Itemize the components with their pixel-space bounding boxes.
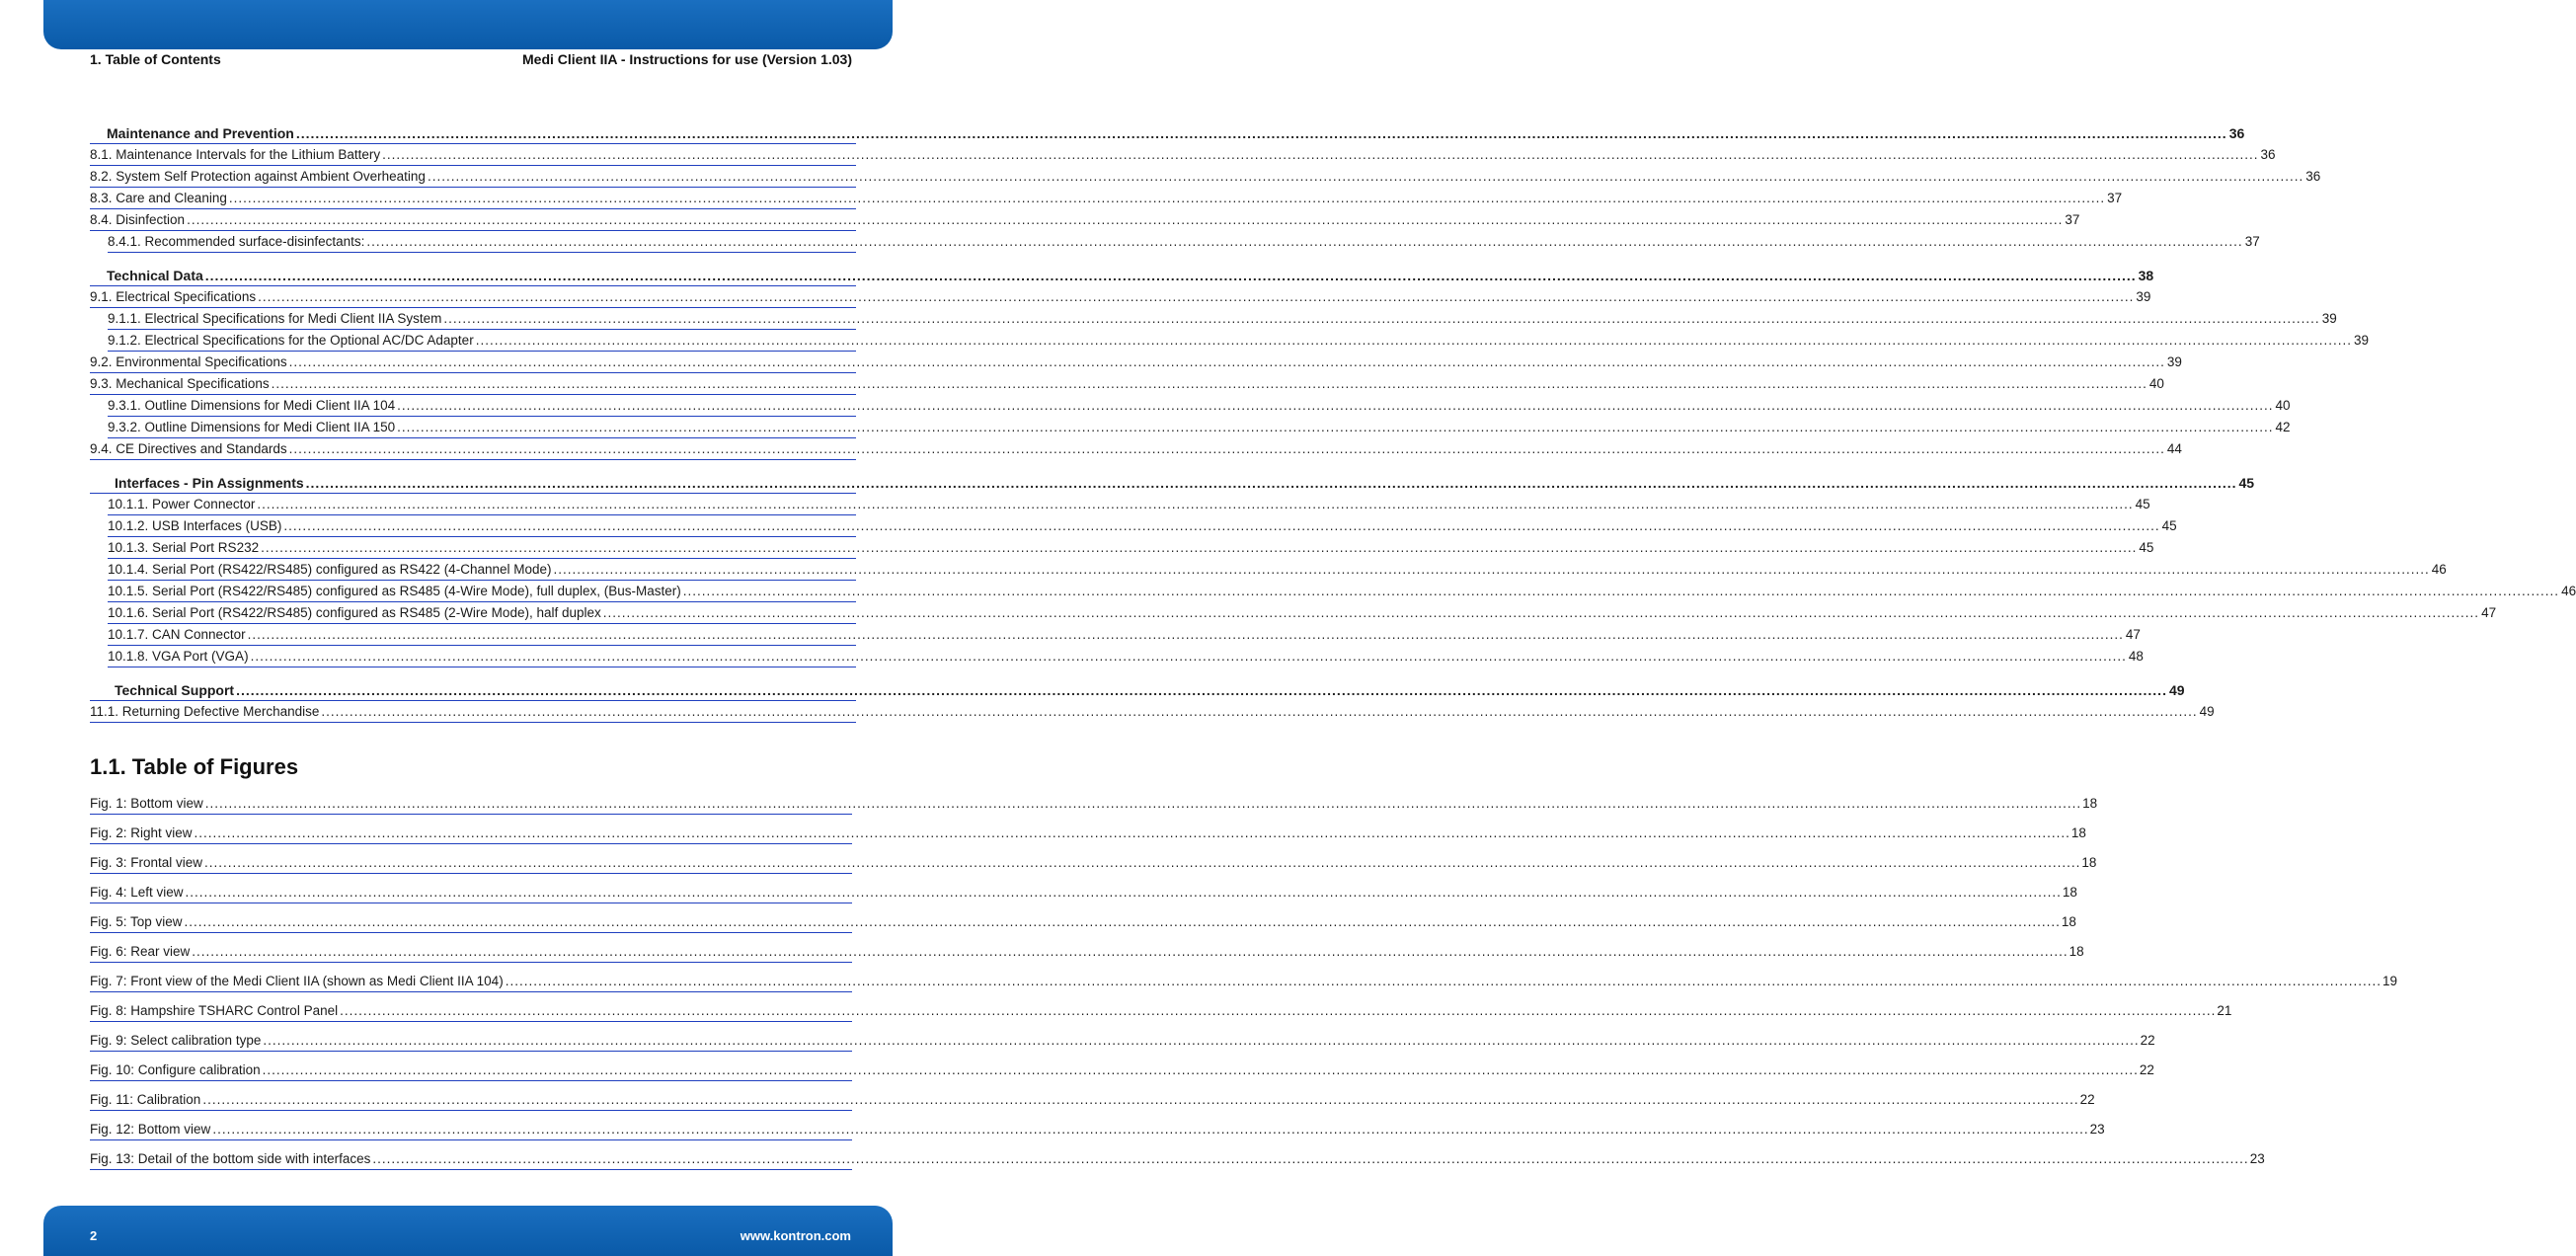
dot-leader: ................................................................................................................................................................................................................................................................................................................................................................................................................ xyxy=(321,704,2198,719)
toc-entry-page: 45 xyxy=(2238,475,2255,491)
toc-entry-page: 38 xyxy=(2138,268,2154,283)
toc-entry-title: 8.3. Care and Cleaning xyxy=(90,189,229,208)
figure-entry[interactable] xyxy=(90,853,2097,874)
toc-entry-title: 9.2. Environmental Specifications xyxy=(90,353,289,372)
toc-entry-title: 8.1. Maintenance Intervals for the Lithium Battery xyxy=(90,145,382,165)
figure-entry-page: 22 xyxy=(2079,1092,2095,1107)
toc-entry-title: 10.1.8. VGA Port (VGA) xyxy=(108,647,251,667)
dot-leader: ................................................................................................................................................................................................................................................................................................................................................................................................................ xyxy=(288,354,2165,369)
toc-entry[interactable] xyxy=(90,265,2154,286)
figure-entry[interactable] xyxy=(90,912,2076,933)
toc-entry-page: 39 xyxy=(2352,331,2369,351)
toc-entry-page: 48 xyxy=(2127,647,2144,667)
figure-entry[interactable] xyxy=(90,942,2084,963)
figure-entry-title: Fig. 13: Detail of the bottom side with interfaces xyxy=(90,1151,371,1166)
toc-entry[interactable] xyxy=(108,624,2141,646)
document-title: Medi Client IIA - Instructions for use (Version 1.03) xyxy=(522,51,852,67)
dot-leader: ................................................................................................................................................................................................................................................................................................................................................................................................................ xyxy=(295,125,2227,141)
figure-entry[interactable] xyxy=(90,1090,2095,1111)
figure-entry-title: Fig. 6: Rear view xyxy=(90,944,191,959)
toc-entry-title: Interfaces - Pin Assignments xyxy=(90,473,306,493)
dot-leader: ................................................................................................................................................................................................................................................................................................................................................................................................................ xyxy=(187,212,2064,227)
toc-entry-title: 8.4. Disinfection xyxy=(90,210,187,230)
figure-entry-page: 18 xyxy=(2061,914,2076,929)
dot-leader: ................................................................................................................................................................................................................................................................................................................................................................................................................ xyxy=(475,333,2352,348)
toc-entry[interactable] xyxy=(90,166,2321,188)
toc-entry-page: 44 xyxy=(2165,439,2182,459)
figure-entry-page: 18 xyxy=(2062,885,2077,900)
toc-entry[interactable] xyxy=(108,395,2291,417)
toc-entry[interactable] xyxy=(90,352,2182,373)
dot-leader: ................................................................................................................................................................................................................................................................................................................................................................................................................ xyxy=(505,974,2381,988)
dot-leader: ................................................................................................................................................................................................................................................................................................................................................................................................................ xyxy=(382,147,2259,162)
toc-entry-title: Maintenance and Prevention xyxy=(90,123,296,143)
figure-entry[interactable] xyxy=(90,1149,2265,1170)
toc-entry[interactable] xyxy=(108,308,2337,330)
website-link[interactable]: www.kontron.com xyxy=(740,1228,851,1243)
dot-leader: ................................................................................................................................................................................................................................................................................................................................................................................................................ xyxy=(204,268,2137,283)
figure-entry-title: Fig. 2: Right view xyxy=(90,825,193,840)
toc-entry-page: 42 xyxy=(2273,418,2290,437)
toc-entry-page: 40 xyxy=(2147,374,2164,394)
figure-entry[interactable] xyxy=(90,794,2098,815)
dot-leader: ................................................................................................................................................................................................................................................................................................................................................................................................................ xyxy=(228,191,2106,205)
figure-entry-title: Fig. 11: Calibration xyxy=(90,1092,201,1107)
dot-leader: ................................................................................................................................................................................................................................................................................................................................................................................................................ xyxy=(258,289,2135,304)
toc-entry-title: Technical Support xyxy=(90,680,236,700)
figure-entry[interactable] xyxy=(90,883,2077,903)
figure-entry[interactable] xyxy=(90,1001,2232,1022)
dot-leader: ................................................................................................................................................................................................................................................................................................................................................................................................................ xyxy=(283,518,2160,533)
toc-entry-title: 10.1.4. Serial Port (RS422/RS485) configured as RS422 (4-Channel Mode) xyxy=(108,560,554,580)
toc-entry[interactable] xyxy=(108,330,2370,352)
figure-entry-title: Fig. 9: Select calibration type xyxy=(90,1033,262,1048)
figure-entry-title: Fig. 4: Left view xyxy=(90,885,184,900)
dot-leader: ................................................................................................................................................................................................................................................................................................................................................................................................................ xyxy=(271,376,2147,391)
figure-entry-page: 18 xyxy=(2081,855,2097,870)
toc-entry-title: 10.1.6. Serial Port (RS422/RS485) configured as RS485 (2-Wire Mode), half duplex xyxy=(108,603,603,623)
toc-entry-title: 11.1. Returning Defective Merchandise xyxy=(90,702,321,722)
dot-leader: ................................................................................................................................................................................................................................................................................................................................................................................................................ xyxy=(202,1092,2079,1107)
dot-leader: ................................................................................................................................................................................................................................................................................................................................................................................................................ xyxy=(250,649,2127,664)
figure-entry-page: 21 xyxy=(2217,1003,2232,1018)
toc-entry-page: 47 xyxy=(2479,603,2496,623)
toc-entry-title: 9.3.1. Outline Dimensions for Medi Client IIA 104 xyxy=(108,396,397,416)
toc-entry-page: 46 xyxy=(2430,560,2447,580)
dot-leader: ................................................................................................................................................................................................................................................................................................................................................................................................................ xyxy=(397,398,2274,413)
figure-entry[interactable] xyxy=(90,1031,2155,1052)
toc-entry[interactable] xyxy=(108,494,2150,515)
toc-entry-page: 49 xyxy=(2198,702,2215,722)
toc-entry[interactable] xyxy=(108,231,2260,253)
toc-entry-title: 8.4.1. Recommended surface-disinfectants: xyxy=(108,232,366,252)
toc-entry-page: 45 xyxy=(2160,516,2177,536)
toc-entry[interactable] xyxy=(90,209,2080,231)
figure-entry-title: Fig. 3: Frontal view xyxy=(90,855,203,870)
toc-entry[interactable] xyxy=(108,515,2177,537)
figure-entry[interactable] xyxy=(90,824,2086,844)
toc-entry-page: 46 xyxy=(2559,582,2576,601)
toc-entry-title: 9.4. CE Directives and Standards xyxy=(90,439,289,459)
figure-entry-title: Fig. 8: Hampshire TSHARC Control Panel xyxy=(90,1003,339,1018)
dot-leader: ................................................................................................................................................................................................................................................................................................................................................................................................................ xyxy=(262,1062,2139,1077)
toc-entry-page: 39 xyxy=(2320,309,2337,329)
toc-entry-page: 37 xyxy=(2063,210,2079,230)
toc-entry-page: 36 xyxy=(2228,125,2245,141)
dot-leader: ................................................................................................................................................................................................................................................................................................................................................................................................................ xyxy=(212,1122,2089,1137)
toc-entry-title: Technical Data xyxy=(90,266,205,285)
footer-bar xyxy=(43,1206,893,1256)
toc-entry-title: 9.3. Mechanical Specifications xyxy=(90,374,272,394)
dot-leader: ................................................................................................................................................................................................................................................................................................................................................................................................................ xyxy=(553,562,2430,577)
dot-leader: ................................................................................................................................................................................................................................................................................................................................................................................................................ xyxy=(194,825,2070,840)
figure-entry-title: Fig. 1: Bottom view xyxy=(90,796,203,811)
toc-entry[interactable] xyxy=(108,581,2576,602)
toc-entry-title: 10.1.7. CAN Connector xyxy=(108,625,248,645)
toc-entry[interactable] xyxy=(90,188,2123,209)
toc-entry[interactable] xyxy=(90,122,2245,144)
toc-entry[interactable] xyxy=(90,701,2215,723)
toc-entry-title: 9.1.2. Electrical Specifications for the Optional AC/DC Adapter xyxy=(108,331,476,351)
dot-leader: ................................................................................................................................................................................................................................................................................................................................................................................................................ xyxy=(602,605,2480,620)
toc-entry[interactable] xyxy=(108,559,2447,581)
figure-entry-title: Fig. 7: Front view of the Medi Client IIA (shown as Medi Client IIA 104) xyxy=(90,974,504,988)
toc-entry[interactable] xyxy=(108,602,2497,624)
dot-leader: ................................................................................................................................................................................................................................................................................................................................................................................................................ xyxy=(204,796,2082,811)
toc-entry-page: 49 xyxy=(2168,682,2185,698)
toc-entry[interactable] xyxy=(90,438,2182,460)
toc-entry[interactable] xyxy=(90,286,2151,308)
figure-entry-page: 18 xyxy=(2082,796,2098,811)
page-number: 2 xyxy=(90,1228,98,1243)
dot-leader: ................................................................................................................................................................................................................................................................................................................................................................................................................ xyxy=(184,914,2061,929)
toc-entry-title: 10.1.1. Power Connector xyxy=(108,495,257,514)
toc-entry[interactable] xyxy=(108,417,2291,438)
toc-entry-page: 37 xyxy=(2105,189,2122,208)
dot-leader: ................................................................................................................................................................................................................................................................................................................................................................................................................ xyxy=(257,497,2134,511)
dot-leader: ................................................................................................................................................................................................................................................................................................................................................................................................................ xyxy=(340,1003,2217,1018)
figure-entry-page: 22 xyxy=(2140,1033,2155,1048)
figure-entry-title: Fig. 5: Top view xyxy=(90,914,183,929)
figure-entry[interactable] xyxy=(90,1120,2105,1140)
dot-leader: ................................................................................................................................................................................................................................................................................................................................................................................................................ xyxy=(185,885,2062,900)
toc-entry-page: 36 xyxy=(2258,145,2275,165)
figure-entry-page: 19 xyxy=(2381,974,2398,988)
table-of-figures-heading: 1.1. Table of Figures xyxy=(90,754,299,779)
toc-entry[interactable] xyxy=(90,144,2276,166)
dot-leader: ................................................................................................................................................................................................................................................................................................................................................................................................................ xyxy=(443,311,2320,326)
toc-entry-page: 47 xyxy=(2124,625,2141,645)
toc-entry-page: 36 xyxy=(2303,167,2320,187)
toc-entry[interactable] xyxy=(108,537,2154,559)
dot-leader: ................................................................................................................................................................................................................................................................................................................................................................................................................ xyxy=(247,627,2124,642)
header-bar xyxy=(43,0,893,49)
toc-entry-title: 10.1.3. Serial Port RS232 xyxy=(108,538,261,558)
figure-entry[interactable] xyxy=(90,1060,2154,1081)
dot-leader: ................................................................................................................................................................................................................................................................................................................................................................................................................ xyxy=(305,475,2237,491)
toc-entry-page: 39 xyxy=(2134,287,2150,307)
toc-entry-title: 9.1. Electrical Specifications xyxy=(90,287,258,307)
toc-entry-title: 9.1.1. Electrical Specifications for Medi Client IIA System xyxy=(108,309,443,329)
dot-leader: ................................................................................................................................................................................................................................................................................................................................................................................................................ xyxy=(204,855,2081,870)
figure-entry[interactable] xyxy=(90,972,2398,992)
toc-entry-page: 37 xyxy=(2243,232,2260,252)
figure-entry-page: 18 xyxy=(2070,825,2086,840)
toc-entry-title: 10.1.2. USB Interfaces (USB) xyxy=(108,516,283,536)
dot-leader: ................................................................................................................................................................................................................................................................................................................................................................................................................ xyxy=(366,234,2243,249)
dot-leader: ................................................................................................................................................................................................................................................................................................................................................................................................................ xyxy=(288,441,2165,456)
dot-leader: ................................................................................................................................................................................................................................................................................................................................................................................................................ xyxy=(682,584,2560,598)
dot-leader: ................................................................................................................................................................................................................................................................................................................................................................................................................ xyxy=(263,1033,2140,1048)
figure-entry-page: 23 xyxy=(2249,1151,2265,1166)
toc-entry-page: 45 xyxy=(2134,495,2150,514)
toc-entry-title: 8.2. System Self Protection against Ambient Overheating xyxy=(90,167,428,187)
toc-entry[interactable] xyxy=(90,472,2255,494)
dot-leader: ................................................................................................................................................................................................................................................................................................................................................................................................................ xyxy=(397,420,2274,434)
table-of-figures xyxy=(90,794,2398,1179)
dot-leader: ................................................................................................................................................................................................................................................................................................................................................................................................................ xyxy=(372,1151,2249,1166)
dot-leader: ................................................................................................................................................................................................................................................................................................................................................................................................................ xyxy=(236,682,2167,698)
toc-entry[interactable] xyxy=(90,679,2185,701)
toc-entry-page: 45 xyxy=(2137,538,2153,558)
figure-entry-title: Fig. 10: Configure calibration xyxy=(90,1062,261,1077)
dot-leader: ................................................................................................................................................................................................................................................................................................................................................................................................................ xyxy=(192,944,2069,959)
figure-entry-page: 18 xyxy=(2069,944,2084,959)
toc-entry-page: 40 xyxy=(2273,396,2290,416)
toc-entry-page: 39 xyxy=(2165,353,2182,372)
toc-entry[interactable] xyxy=(108,646,2144,667)
dot-leader: ................................................................................................................................................................................................................................................................................................................................................................................................................ xyxy=(427,169,2304,184)
figure-entry-page: 23 xyxy=(2089,1122,2105,1137)
figure-entry-title: Fig. 12: Bottom view xyxy=(90,1122,211,1137)
figure-entry-page: 22 xyxy=(2139,1062,2154,1077)
toc-entry-title: 10.1.5. Serial Port (RS422/RS485) configured as RS485 (4-Wire Mode), full duplex, (Bus-Master) xyxy=(108,582,683,601)
dot-leader: ................................................................................................................................................................................................................................................................................................................................................................................................................ xyxy=(261,540,2138,555)
section-title: 1. Table of Contents xyxy=(90,51,221,67)
table-of-contents xyxy=(90,122,2576,723)
toc-entry-title: 9.3.2. Outline Dimensions for Medi Client IIA 150 xyxy=(108,418,397,437)
toc-entry[interactable] xyxy=(90,373,2164,395)
